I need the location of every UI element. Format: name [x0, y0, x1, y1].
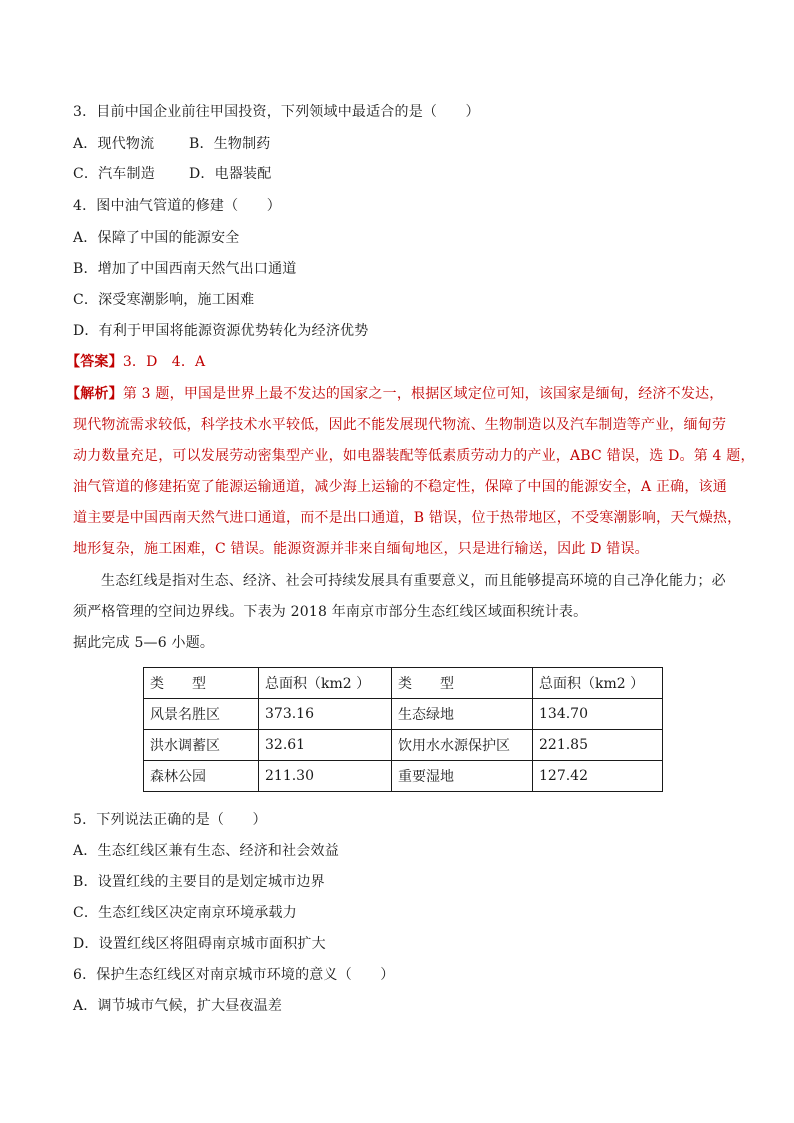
table-cell: 风景名胜区 — [144, 699, 259, 730]
question-5-stem: 5．下列说法正确的是（ ） — [73, 812, 267, 828]
question-3-option-b: B．生物制药 — [189, 136, 271, 152]
question-3-stem: 3．目前中国企业前往甲国投资，下列领域中最适合的是（ ） — [73, 104, 480, 120]
table-row — [144, 761, 663, 792]
analysis-line-2: 现代物流需求较低，科学技术水平较低，因此不能发展现代物流、生物制造以及汽车制造等产业，缅甸劳 — [73, 417, 727, 433]
question-5-option-a: A．生态红线区兼有生态、经济和社会效益 — [73, 843, 339, 859]
question-4-option-d: D．有利于甲国将能源资源优势转化为经济优势 — [73, 323, 369, 339]
question-3-options-row-1 — [73, 134, 305, 154]
analysis-tag: 【解析】 — [66, 386, 123, 402]
table-cell: 饮用水水源保护区 — [392, 730, 533, 761]
question-4-option-a: A．保障了中国的能源安全 — [73, 230, 240, 246]
answer-tag: 【答案】 — [66, 354, 123, 370]
analysis-line-4: 油气管道的修建拓宽了能源运输通道，减少海上运输的不稳定性，保障了中国的能源安全，A 正确，该通 — [73, 479, 727, 495]
question-5-option-d: D．设置红线区将阻碍南京城市面积扩大 — [73, 936, 326, 952]
question-4-option-b: B．增加了中国西南天然气出口通道 — [73, 261, 297, 277]
table-cell: 重要湿地 — [392, 761, 533, 792]
question-6-stem: 6．保护生态红线区对南京城市环境的意义（ ） — [73, 967, 395, 983]
table-row — [144, 730, 663, 761]
table-cell: 32.61 — [259, 730, 392, 761]
question-5-option-b: B．设置红线的主要目的是划定城市边界 — [73, 874, 325, 890]
question-4-option-c: C．深受寒潮影响，施工困难 — [73, 292, 255, 308]
question-6-option-a: A．调节城市气候，扩大昼夜温差 — [73, 998, 283, 1014]
analysis-line-5: 道主要是中国西南天然气进口通道，而不是出口通道，B 错误，位于热带地区，不受寒潮影响，天气燥热， — [73, 510, 742, 526]
question-5-option-c: C．生态红线区决定南京环境承载力 — [73, 905, 297, 921]
answer-text: 3．D 4．A — [122, 354, 206, 370]
analysis-line-1 — [66, 384, 723, 404]
passage-line-2: 须严格管理的空间边界线。下表为 2018 年南京市部分生态红线区域面积统计表。 — [73, 604, 588, 620]
table-cell: 洪水调蓄区 — [144, 730, 259, 761]
answer-line — [66, 352, 205, 372]
ecological-redline-table — [143, 667, 663, 792]
analysis-line-6: 地形复杂，施工困难，C 错误。能源资源并非来自缅甸地区，只是进行输送，因此 D 错误。 — [73, 541, 649, 557]
passage-line-1: 生态红线是指对生态、经济、社会可持续发展具有重要意义，而且能够提高环境的自己净化能力；必 — [101, 573, 726, 589]
table-header-cell: 总面积（km2 ） — [259, 668, 392, 699]
question-3-option-a: A．现代物流 — [73, 136, 155, 152]
table-cell: 134.70 — [533, 699, 663, 730]
table-header-cell: 总面积（km2 ） — [533, 668, 663, 699]
question-3-options-row-2 — [73, 164, 305, 184]
table-header-row — [144, 668, 663, 699]
analysis-line-3: 动力数量充足，可以发展劳动密集型产业，如电器装配等低素质劳动力的产业，ABC 错误，选 D。第 4 题， — [73, 448, 755, 464]
question-3-option-c: C．汽车制造 — [73, 166, 155, 182]
table-row — [144, 699, 663, 730]
passage-line-3: 据此完成 5—6 小题。 — [73, 635, 215, 651]
table-cell: 373.16 — [259, 699, 392, 730]
question-4-stem: 4．图中油气管道的修建（ ） — [73, 198, 281, 214]
table-cell: 221.85 — [533, 730, 663, 761]
table-header-cell: 类 型 — [392, 668, 533, 699]
table-cell: 生态绿地 — [392, 699, 533, 730]
table-cell: 127.42 — [533, 761, 663, 792]
table-cell: 211.30 — [259, 761, 392, 792]
table-header-cell: 类 型 — [144, 668, 259, 699]
question-3-option-d: D．电器装配 — [189, 166, 272, 182]
analysis-text: 第 3 题，甲国是世界上最不发达的国家之一，根据区域定位可知，该国家是缅甸，经济不发达， — [122, 386, 724, 402]
table-cell: 森林公园 — [144, 761, 259, 792]
